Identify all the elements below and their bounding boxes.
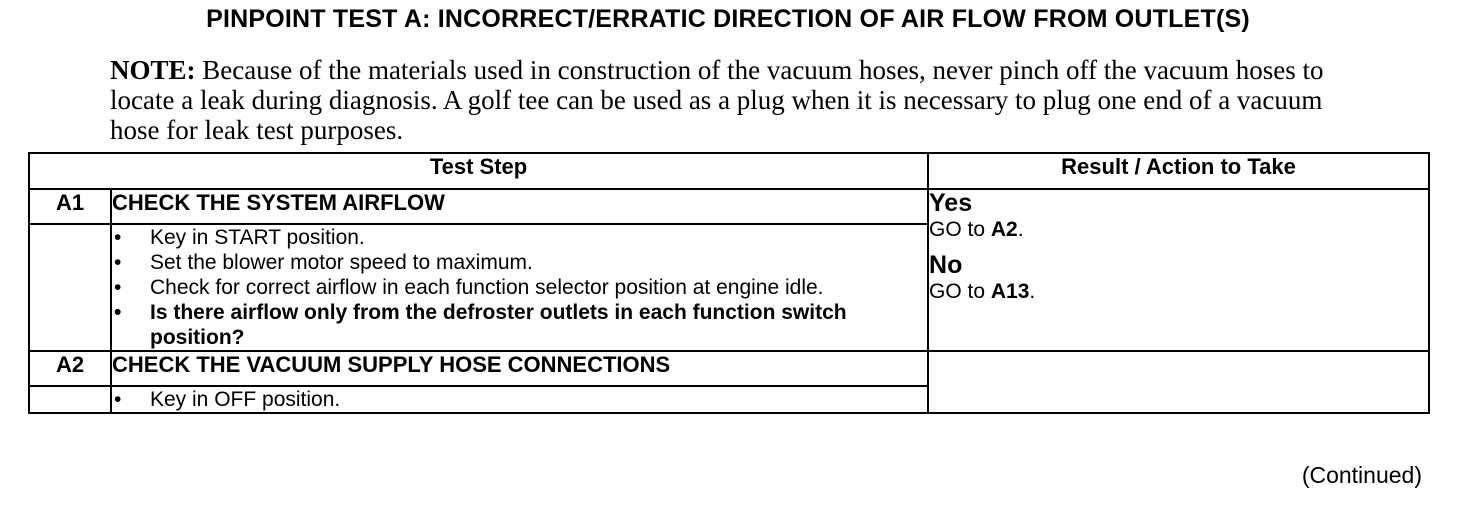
step-a2-id-spacer (29, 386, 111, 413)
bullet-text: Key in OFF position. (150, 388, 341, 411)
list-item (112, 250, 927, 275)
step-a1-bullet-list (112, 225, 927, 350)
header-result-action: Result / Action to Take (928, 153, 1429, 189)
step-a2-id: A2 (29, 351, 111, 386)
bullet-icon: • (114, 251, 122, 274)
result-no-suffix: . (1029, 280, 1036, 303)
table-header-row (29, 153, 1429, 189)
pinpoint-test-table (28, 152, 1430, 414)
result-yes-prefix: GO to (929, 218, 991, 241)
list-item (112, 225, 927, 250)
step-a1-id: A1 (29, 189, 111, 224)
step-a2-title: CHECK THE VACUUM SUPPLY HOSE CONNECTIONS (111, 351, 928, 386)
step-a1-id-spacer (29, 224, 111, 351)
step-a2-bullet-list (112, 387, 927, 412)
step-a2-result-cell (928, 351, 1429, 413)
result-yes-action (929, 217, 1428, 242)
bullet-text: Set the blower motor speed to maximum. (150, 251, 533, 274)
note-paragraph (110, 55, 1360, 145)
page-title: PINPOINT TEST A: INCORRECT/ERRATIC DIRECTION OF AIR FLOW FROM OUTLET(S) (206, 5, 1250, 33)
step-a1-bullets-cell (111, 224, 928, 351)
bullet-icon: • (114, 226, 122, 249)
list-item (112, 300, 927, 350)
result-no-prefix: GO to (929, 280, 991, 303)
step-a2-title-row (29, 351, 1429, 386)
step-a1-result-cell (928, 189, 1429, 351)
result-yes-label: Yes (929, 189, 973, 217)
bullet-text: Is there airflow only from the defroster outlets in each function switch position? (150, 301, 847, 349)
note-text: Because of the materials used in construction of the vacuum hoses, never pinch off the vacuum hoses to locate a leak during diagnosis. A golf tee can be used as a plug when it is necessary to plug one end of a vacuum hose for leak test purposes. (110, 55, 1324, 145)
result-yes-target: A2 (990, 218, 1018, 241)
result-no-label: No (929, 251, 963, 279)
result-yes-suffix: . (1017, 218, 1024, 241)
result-no-action (929, 279, 1428, 304)
header-test-step: Test Step (29, 153, 928, 189)
step-a1-title-row (29, 189, 1429, 224)
note-label: NOTE: (110, 55, 196, 85)
step-a1-title: CHECK THE SYSTEM AIRFLOW (111, 189, 928, 224)
step-a2-bullets-cell (111, 386, 928, 413)
result-no-target: A13 (990, 280, 1030, 303)
bullet-icon: • (114, 276, 122, 299)
continued-label: (Continued) (1301, 462, 1422, 488)
bullet-text: Key in START position. (150, 226, 365, 249)
bullet-text: Check for correct airflow in each function selector position at engine idle. (150, 276, 824, 299)
list-item (112, 387, 927, 412)
bullet-icon: • (114, 388, 122, 411)
list-item (112, 275, 927, 300)
bullet-icon: • (114, 301, 122, 324)
